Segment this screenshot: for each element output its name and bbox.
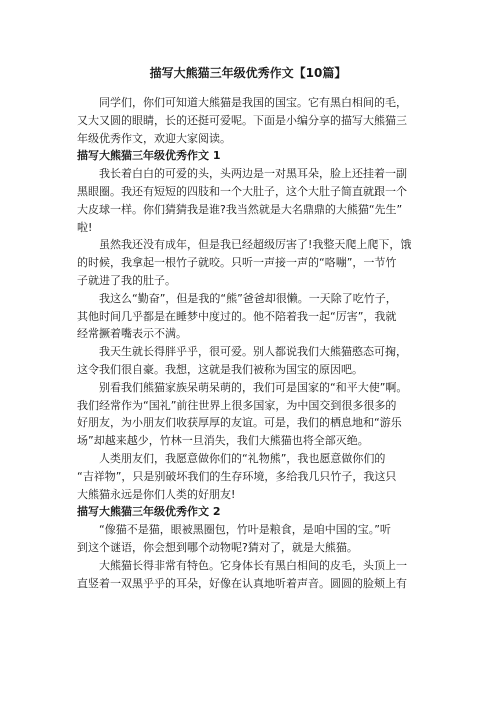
text-line: “吉祥物”，只是别破坏我们的生存环境，多给我几只竹子，我这只 (77, 469, 397, 483)
text-line: 我这么“勤奋”，但是我的“熊”爸爸却很懒。一天除了吃竹子， (99, 291, 397, 305)
text-line: 人类朋友们，我愿意做你们的“礼物熊”，我也愿意做你们的 (99, 452, 386, 465)
text-line: 这令我们很自豪。我想，这就是我们被称为国宝的原因吧。 (77, 363, 363, 376)
text-line: 到这个谜语，你会想到哪个动物呢?猜对了，就是大熊猫。 (77, 541, 358, 554)
document-title: 描写大熊猫三年级优秀作文【10篇】 (149, 66, 347, 80)
text-line: 黑眼圈。我还有短短的四肢和一个大肚子，这个大肚子简直就跟一个 (77, 185, 407, 198)
text-line: 大皮球一样。你们猜猜我是谁?我当然就是大名鼎鼎的大熊猫“先生” (77, 202, 403, 216)
text-line: 又大又圆的眼睛，长的还挺可爱呢。下面是小编分享的描写大熊猫三 (77, 113, 407, 127)
text-line: 大熊猫永远是你们人类的好朋友! (77, 487, 236, 501)
text-line: 大熊猫长得非常有特色。它身体长有黑白相间的皮毛，头顶上一 (99, 558, 407, 572)
text-line: 好朋友，为小朋友们收获厚厚的友谊。可是，我们的栖息地和“游乐 (77, 416, 402, 430)
text-line: 别看我们熊猫家族呆萌呆萌的，我们可是国家的“和平大使”啊。 (99, 380, 408, 394)
text-line: 虽然我还没有成年，但是我已经超级厉害了!我整天爬上爬下，饿 (99, 238, 412, 252)
text-line: 子就进了我的肚子。 (77, 274, 176, 287)
text-line: 我长着白白的可爱的头，头两边是一对黑耳朵，脸上还挂着一副 (99, 167, 407, 181)
section-heading: 描写大熊猫三年级优秀作文 1 (77, 149, 221, 163)
section-heading: 描写大熊猫三年级优秀作文 2 (77, 505, 221, 519)
text-line: 我们经常作为“国礼”前往世界上很多国家，为中国交到很多很多的 (77, 398, 397, 412)
text-line: 啦! (77, 220, 93, 234)
text-line: 直竖着一双黑乎乎的耳朵，好像在认真地听着声音。圆圆的脸颊上有 (77, 576, 407, 590)
text-line: 年级优秀作文，欢迎大家阅读。 (77, 131, 231, 145)
text-line: 同学们，你们可知道大熊猫是我国的国宝。它有黑白相间的毛， (99, 96, 407, 109)
text-line: 我天生就长得胖乎乎，很可爱。别人都说我们大熊猫憨态可掬， (99, 345, 407, 359)
text-line: 其他时间几乎都是在睡梦中度过的。他不陪着我一起“厉害”，我就 (77, 309, 397, 323)
text-line: 经常撅着嘴表示不满。 (77, 327, 187, 341)
text-line: “像猫不是猫，眼被黑圈包，竹叶是粮食，是咱中国的宝。”听 (99, 523, 391, 537)
text-line: 的时候，我拿起一根竹子就咬。只听一声接一声的“咯嘣”，一节竹 (77, 256, 397, 270)
text-line: 场”却越来越少，竹林一旦消失，我们大熊猫也将全部灭绝。 (77, 434, 369, 448)
